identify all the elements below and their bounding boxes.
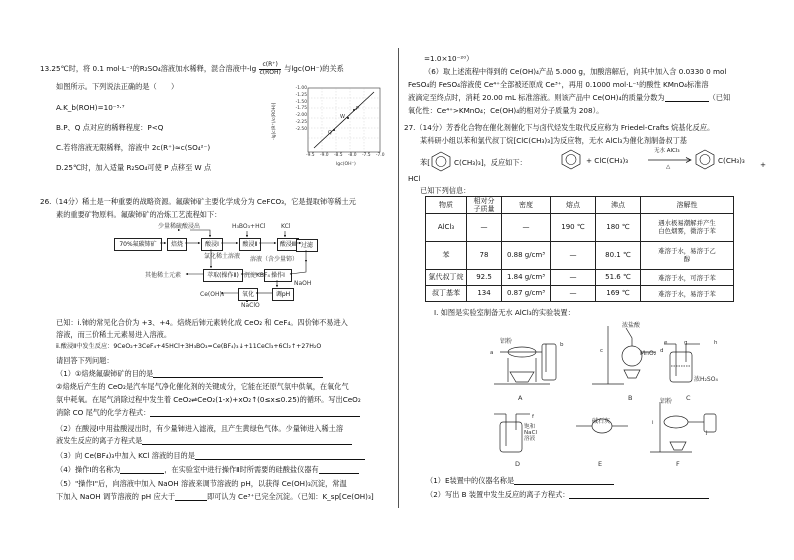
- q26-ksp-continuation: =1.0×10⁻²⁰）: [424, 54, 474, 63]
- table-cell: 0.88 g/cm³: [502, 242, 551, 270]
- table-cell: 难溶于水，易溶于乙 醇: [641, 242, 734, 270]
- reaction-hcl: HCl: [408, 174, 421, 183]
- q13-ytick: -2.00: [295, 113, 307, 119]
- q27-known-heading: 已知下列信息：: [420, 186, 471, 195]
- flow-box-extraction: 萃取(操作Ⅱ): [203, 269, 243, 282]
- q26-part3-text: （3）向 Ce(BF₄)₃中加入 KCl 溶液的目的是: [56, 451, 195, 460]
- q13-label-w: W: [340, 114, 345, 120]
- table-header: 密度: [502, 197, 551, 214]
- q26-part6-line3: [408, 93, 730, 102]
- q13-option-a: A.K_b(ROH)=10⁻⁵·⁷: [56, 103, 125, 112]
- q26-part6e: 氧化性：Ce⁴⁺>KMnO₄；Ce(OH)₄的相对分子质量为 208）。: [408, 106, 604, 115]
- flow-label-ceoh4: Ce(OH)₄: [200, 291, 225, 298]
- table-cell: 180 ℃: [596, 214, 641, 242]
- q13-xlabel: lgc(OH⁻): [336, 162, 356, 167]
- answer-blank[interactable]: [153, 370, 323, 378]
- table-cell: —: [551, 270, 596, 286]
- flow-box-ore: 70%氟碳铈矿: [114, 238, 162, 251]
- q13-label-p: P: [356, 106, 360, 112]
- apparatus-letter-f: F: [676, 460, 680, 468]
- q27-question-1-text: （1）E装置中的仪器名称是: [426, 476, 515, 485]
- apparatus-letter-c: C: [686, 394, 691, 402]
- flow-label-kbf4: 沉淀KBF₄: [244, 272, 270, 279]
- q26-part1-line1: [56, 369, 323, 378]
- port-label: h: [714, 340, 718, 346]
- q13-xtick: -8.0: [347, 153, 357, 158]
- q27-question-2: [426, 490, 709, 499]
- q27-stem-line1: 27.（14分）芳香化合物在催化剂催化下与卤代烃发生取代反应称为 Friedel-Crafts 烷基化反应。: [404, 123, 715, 132]
- q13-stem-part1: 13.25℃时，将 0.1 mol·L⁻¹的R₂SO₄溶液加水稀释，混合溶液中-lg: [40, 64, 257, 74]
- table-cell: 169 ℃: [596, 286, 641, 302]
- table-row: [426, 286, 734, 302]
- q26-known-line1: 已知：ⅰ.铈的常见化合价为 +3、+4。焙烧后铈元素转化成 CeO₂ 和 CeF₄。四价铈不易进入: [56, 318, 348, 327]
- flow-box-operation-1: 操作Ⅰ: [264, 269, 292, 282]
- answer-blank[interactable]: [142, 437, 352, 445]
- table-cell: 遇水极易潮解并产生 白色烟雾，微溶于苯: [641, 214, 734, 242]
- table-header: 溶解性: [641, 197, 734, 214]
- table-cell: —: [551, 242, 596, 270]
- flow-box-filter: 过滤: [296, 239, 318, 252]
- q26-part1-line4: [56, 408, 360, 417]
- q26-part5a: （5）"操作Ⅰ"后，向溶液中加入 NaOH 溶液来调节溶液的 pH，以获得 Ce(OH)₃沉淀，常温: [56, 479, 347, 488]
- q13-xtick: -8.5: [333, 153, 343, 158]
- reaction-product: C(CH₃)₃: [718, 156, 745, 165]
- table-cell: 难溶于水，易溶于苯: [641, 286, 734, 302]
- table-cell: AlCl₃: [426, 214, 467, 242]
- reaction-plus: +: [760, 160, 767, 169]
- benzene-ring-icon: [560, 149, 582, 169]
- q13-stem-part2: 与lgc(OH⁻)的关系: [284, 64, 344, 74]
- q27-stem-line2: 某科研小组以苯和氯代叔丁烷[ClC(CH₃)₃]为反应物，无水 AlCl₃为催化剂制备叔丁基: [420, 136, 687, 145]
- q27-question-1: [426, 476, 614, 485]
- q13-frac-numerator: c(R⁺): [259, 62, 280, 70]
- apparatus-a: [494, 344, 556, 384]
- table-cell: 78: [467, 242, 502, 270]
- properties-table: [425, 196, 734, 302]
- table-header-row: [426, 197, 734, 214]
- flow-box-roast: 焙烧: [167, 238, 187, 251]
- flow-box-acid-leach-2: 酸浸Ⅱ: [239, 238, 261, 251]
- q27-stem-line3a: 苯[: [420, 158, 430, 167]
- table-cell: 190 ℃: [551, 214, 596, 242]
- q26-known-line3: ⅱ.酸浸Ⅱ中发生反应：9CeO₂+3CeF₄+45HCl+3H₃BO₃=Ce(BF₄)₃↓+11CeCl₃+6Cl₂↑+27H₂O: [56, 343, 322, 350]
- flow-label-rare-earth-chloride: 氯化稀土溶液: [204, 253, 241, 260]
- flow-label-other-rare-earth: 其他稀土元素: [145, 272, 182, 279]
- port-label: d: [660, 348, 664, 354]
- flow-arrows: [0, 0, 400, 320]
- apparatus-label-sat-nacl: 饱和 NaCl 溶液: [524, 424, 538, 443]
- benzene-ring-icon: [430, 151, 452, 171]
- answer-blank[interactable]: [120, 466, 164, 474]
- port-label: c: [600, 348, 604, 354]
- answer-blank[interactable]: [665, 94, 709, 102]
- q26-part2-line2: [56, 436, 352, 445]
- q13-stem-line2: 如图所示。下列说法正确的是（ ）: [56, 82, 179, 91]
- apparatus-label-conc-h2so4: 浓H₂SO₄: [694, 376, 718, 383]
- answer-blank[interactable]: [569, 491, 709, 499]
- flow-label-naclo: NaClO: [241, 302, 260, 309]
- table-cell: —: [502, 214, 551, 242]
- q13-ytick: -1.25: [295, 92, 307, 98]
- flow-label-kcl: KCl: [281, 223, 291, 230]
- flow-label-h3bo3-hcl: H₃BO₃+HCl: [232, 223, 266, 230]
- q13-option-b: B.P、Q 点对应的稀释程度：P<Q: [56, 123, 164, 132]
- flow-box-adjust-ph: 调pH: [272, 288, 294, 301]
- q13-ytick: -1.75: [295, 106, 307, 112]
- port-label: i: [652, 420, 654, 426]
- port-label: f: [532, 414, 534, 420]
- port-label: a: [490, 350, 494, 356]
- table-cell: 1.84 g/cm³: [502, 270, 551, 286]
- flow-label-solution-ce: 溶液（含少量铈）: [250, 256, 299, 263]
- table-cell: 难溶于水，可溶于苯: [641, 270, 734, 286]
- apparatus-letter-a: A: [518, 394, 523, 402]
- q13-xtick: -7.5: [361, 153, 371, 158]
- reaction-heat: △: [666, 164, 671, 170]
- table-row: [426, 214, 734, 242]
- table-header: 沸点: [596, 197, 641, 214]
- q26-part2a: （2）在酸浸Ⅰ中用盐酸浸出时，有少量铈进入滤液，且产生黄绿色气体。少量铈进入稀土溶: [56, 424, 344, 433]
- table-header: 相对分 子质量: [467, 197, 502, 214]
- q13-ytick: -2.50: [295, 126, 307, 132]
- answer-blank[interactable]: [514, 477, 614, 485]
- apparatus-label-al-powder-2: 铝粉: [660, 398, 673, 405]
- apparatus-letter-b: B: [628, 394, 633, 402]
- table-cell: 叔丁基苯: [426, 286, 467, 302]
- benzene-ring-icon: [694, 149, 716, 169]
- reaction-reactant: + ClC(CH₃)₃: [586, 156, 629, 165]
- table-cell: 134: [467, 286, 502, 302]
- apparatus-label-soda-lime: 碱石灰: [592, 418, 611, 425]
- port-label: e: [664, 340, 668, 346]
- port-label: j: [706, 430, 708, 436]
- q13-ytick: -1.50: [295, 99, 307, 105]
- apparatus-label-conc-hcl: 浓盐酸: [622, 322, 641, 329]
- table-header: 熔点: [551, 197, 596, 214]
- table-row: [426, 242, 734, 270]
- q26-part4b-text: ，在实验室中进行操作Ⅱ时所需要的硅酸盐仪器有: [164, 465, 319, 474]
- q27-stem-line3b: C(CH₃)₃]，反应如下：: [454, 158, 527, 167]
- table-cell: —: [551, 286, 596, 302]
- table-header: 物质: [426, 197, 467, 214]
- q13-xtick: -9.0: [319, 153, 329, 158]
- apparatus-label-mno2: MnO₂: [640, 350, 657, 357]
- q26-ask: 请回答下列问题：: [56, 356, 114, 365]
- table-cell: 92.5: [467, 270, 502, 286]
- apparatus-letter-e: E: [598, 460, 603, 468]
- reaction-arrow-icon: [648, 157, 692, 163]
- flow-label-dilute-acid: 少量稀硫酸浸出: [158, 223, 201, 230]
- table-cell: 苯: [426, 242, 467, 270]
- q26-part4: [56, 465, 359, 474]
- q26-part5c: 即可认为 Ce³⁺已完全沉淀。（已知：K_sp[Ce(OH)₃]: [207, 492, 374, 501]
- answer-blank[interactable]: [150, 409, 360, 417]
- q26-part1b: ②焙烧后产生的 CeO₂是汽车尾气净化催化剂的关键成分，它能在还原气氛中供氧，在氧化气: [56, 382, 349, 391]
- q26-part6c: 液滴定至终点时，消耗 20.00 mL 标准溶液。则该产品中 Ce(OH)₄的质量分数为: [408, 93, 665, 102]
- answer-blank[interactable]: [195, 452, 365, 460]
- q26-part6b: FeSO₄的 FeSO₄溶液使 Ce⁴⁺全部被还原成 Ce³⁺，再用 0.1000 mol·L⁻¹的酸性 KMnO₄标准溶: [408, 80, 709, 89]
- reaction-catalyst: 无水 AlCl₃: [654, 148, 680, 154]
- q26-part1c: 氛中耗氧。在尾气消除过程中发生着 CeO₂⇌CeO₂(1-x)+xO₂↑(0≤x≤0.25)的循环。写出CeO₂: [56, 395, 361, 404]
- port-label: b: [560, 342, 564, 348]
- table-cell: —: [467, 214, 502, 242]
- q13-xtick: -7.0: [375, 153, 385, 158]
- table-cell: 51.6 ℃: [596, 270, 641, 286]
- flow-box-oxidation: 氧化: [238, 288, 258, 301]
- table-cell: 0.87 g/cm³: [502, 286, 551, 302]
- q26-part5-line2: [56, 492, 374, 501]
- q13-option-d: D.25℃时，加入适量 R₂SO₄可使 P 点移至 W 点: [56, 163, 212, 172]
- q13-xtick: -9.5: [306, 153, 315, 158]
- q13-ytick: -2.25: [295, 120, 307, 126]
- q27-question-2-text: （2）写出 B 装置中发生反应的离子方程式：: [426, 490, 570, 499]
- port-label: g: [684, 340, 688, 346]
- q26-part6a: （6）取上述流程中得到的 Ce(OH)₄产品 5.000 g，加酸溶解后，向其中加入含 0.0330 0 mol: [424, 67, 727, 76]
- q26-part3: [56, 451, 365, 460]
- answer-blank[interactable]: [175, 493, 207, 501]
- apparatus-letter-d: D: [515, 460, 521, 468]
- q13-ylabel: -lg[c(R⁺)/c(ROH)]: [272, 102, 277, 140]
- flow-box-acid-leach-1: 酸浸Ⅰ: [201, 238, 223, 251]
- q26-known-line2: 溶液，而三价稀土元素易进入溶液。: [56, 330, 172, 339]
- q13-frac-denominator: c(ROH): [259, 68, 281, 76]
- q13-ytick: -1.00: [295, 86, 307, 91]
- q26-part2b: 液发生反应的离子方程式是: [56, 436, 143, 445]
- q26-part1a: （1）①焙烧氟碳铈矿的目的是: [56, 369, 154, 378]
- q26-part5b: 下加入 NaOH 调节溶液的 pH 应大于: [56, 492, 176, 501]
- q26-part1d: 消除 CO 尾气的化学方程式：: [56, 408, 151, 417]
- table-row: [426, 270, 734, 286]
- q27-part1-heading: Ⅰ. 如图是实验室制备无水 AlCl₃的实验装置：: [434, 308, 575, 317]
- q26-stem-line2: 素的重要矿物原料。氟碳铈矿的冶炼工艺流程如下：: [56, 210, 222, 219]
- answer-blank[interactable]: [319, 466, 359, 474]
- flow-box-acid-leach-3: 酸浸Ⅲ: [277, 238, 299, 251]
- apparatus-f: [650, 402, 716, 452]
- q26-part4-text: （4）操作Ⅰ的名称为: [56, 465, 121, 474]
- q13-option-c: C.若将溶液无限稀释，溶液中 2c(R⁺)≈c(SO₄²⁻): [56, 143, 211, 152]
- flow-label-naoh: NaOH: [294, 280, 312, 287]
- q26-part6d: （已知: [708, 93, 731, 102]
- table-cell: 80.1 ℃: [596, 242, 641, 270]
- q13-label-q: Q: [328, 130, 332, 136]
- apparatus-label-al-powder: 铝粉: [500, 338, 513, 345]
- table-cell: 氯代叔丁烷: [426, 270, 467, 286]
- q26-stem-line1: 26.（14分）稀土是一种重要的战略资源。氟碳铈矿主要化学成分为 CeFCO₃，它是提取铈等稀土元: [40, 197, 356, 206]
